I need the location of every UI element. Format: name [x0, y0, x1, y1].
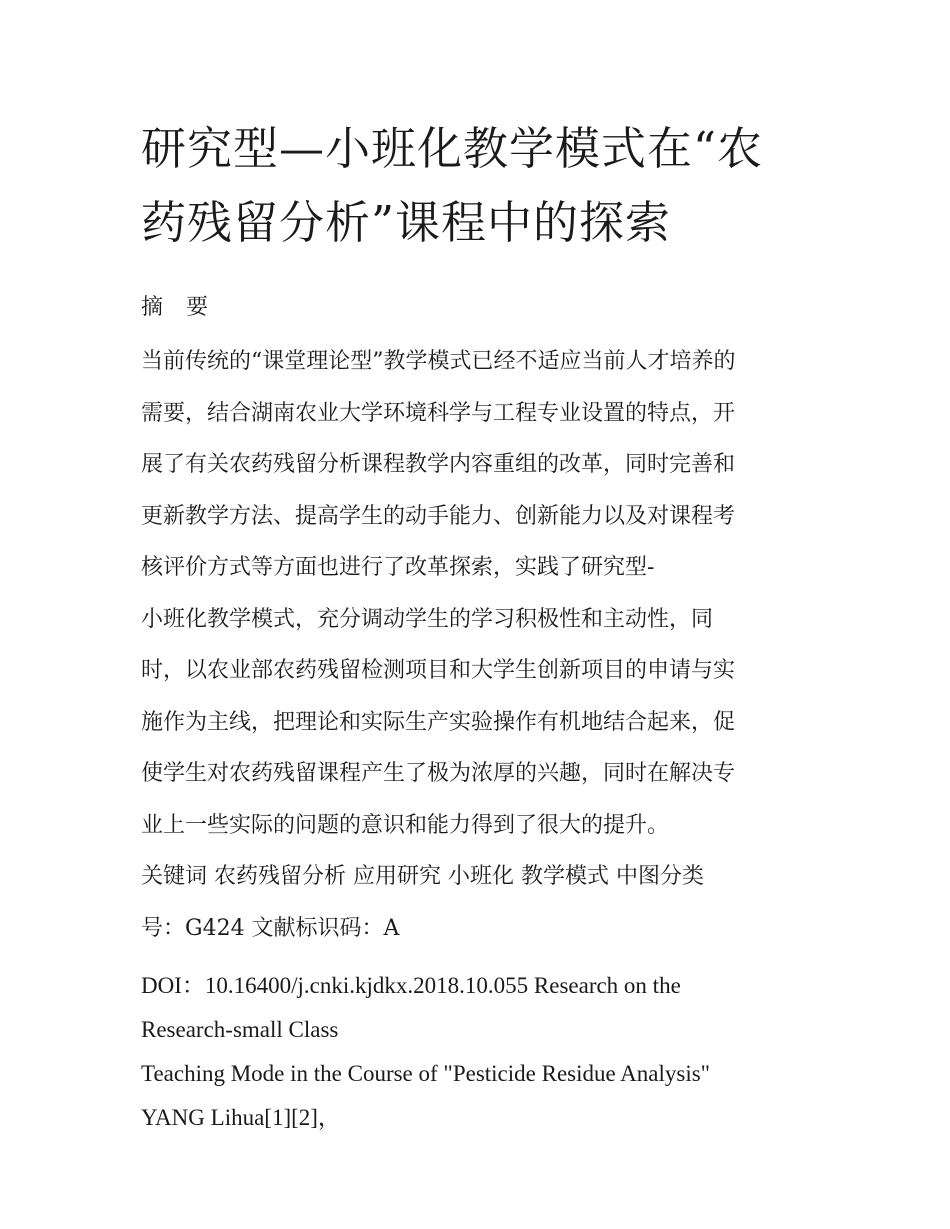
abstract-line: 使学生对农药残留课程产生了极为浓厚的兴趣，同时在解决专	[141, 761, 736, 786]
abstract-body	[141, 336, 821, 851]
abstract-line: 业上一些实际的问题的意识和能力得到了很大的提升。	[141, 812, 670, 838]
abstract-line: 当前传统的“课堂理论型”教学模式已经不适应当前人才培养的	[141, 349, 736, 374]
title-line-1: 研究型—小班化教学模式在“农	[141, 122, 764, 175]
abstract-line: 需要，结合湖南农业大学环境科学与工程专业设置的特点，开	[141, 400, 736, 426]
english-title-line-1: Research-small Class	[141, 1017, 339, 1042]
english-block	[141, 964, 821, 1140]
keywords-block	[141, 851, 821, 954]
title-line-2: 药残留分析”课程中的探索	[141, 196, 672, 249]
abstract-line: 施作为主线，把理论和实际生产实验操作有机地结合起来，促	[141, 709, 736, 735]
keywords-line: 关键词 农药残留分析 应用研究 小班化 教学模式 中图分类	[141, 864, 704, 889]
english-title-line-2: Teaching Mode in the Course of "Pesticide Residue Analysis"	[141, 1061, 711, 1086]
author-line: YANG Lihua[1][2]，	[141, 1105, 341, 1130]
abstract-line: 小班化教学模式，充分调动学生的学习积极性和主动性，同	[141, 606, 714, 632]
abstract-line: 核评价方式等方面也进行了改革探索，实践了研究型-	[141, 555, 655, 580]
article-title	[141, 112, 821, 260]
abstract-line: 时，以农业部农药残留检测项目和大学生创新项目的申请与实	[141, 658, 736, 683]
abstract-line: 展了有关农药残留分析课程教学内容重组的改革，同时完善和	[141, 452, 736, 477]
classification-line: 号：G424 文献标识码：A	[141, 915, 400, 941]
doi-line: DOI：10.16400/j.cnki.kjdkx.2018.10.055 Research on the	[141, 973, 681, 998]
document-page	[141, 112, 821, 1140]
abstract-line: 更新教学方法、提高学生的动手能力、创新能力以及对课程考	[141, 503, 736, 529]
abstract-heading: 摘 要	[141, 295, 216, 320]
